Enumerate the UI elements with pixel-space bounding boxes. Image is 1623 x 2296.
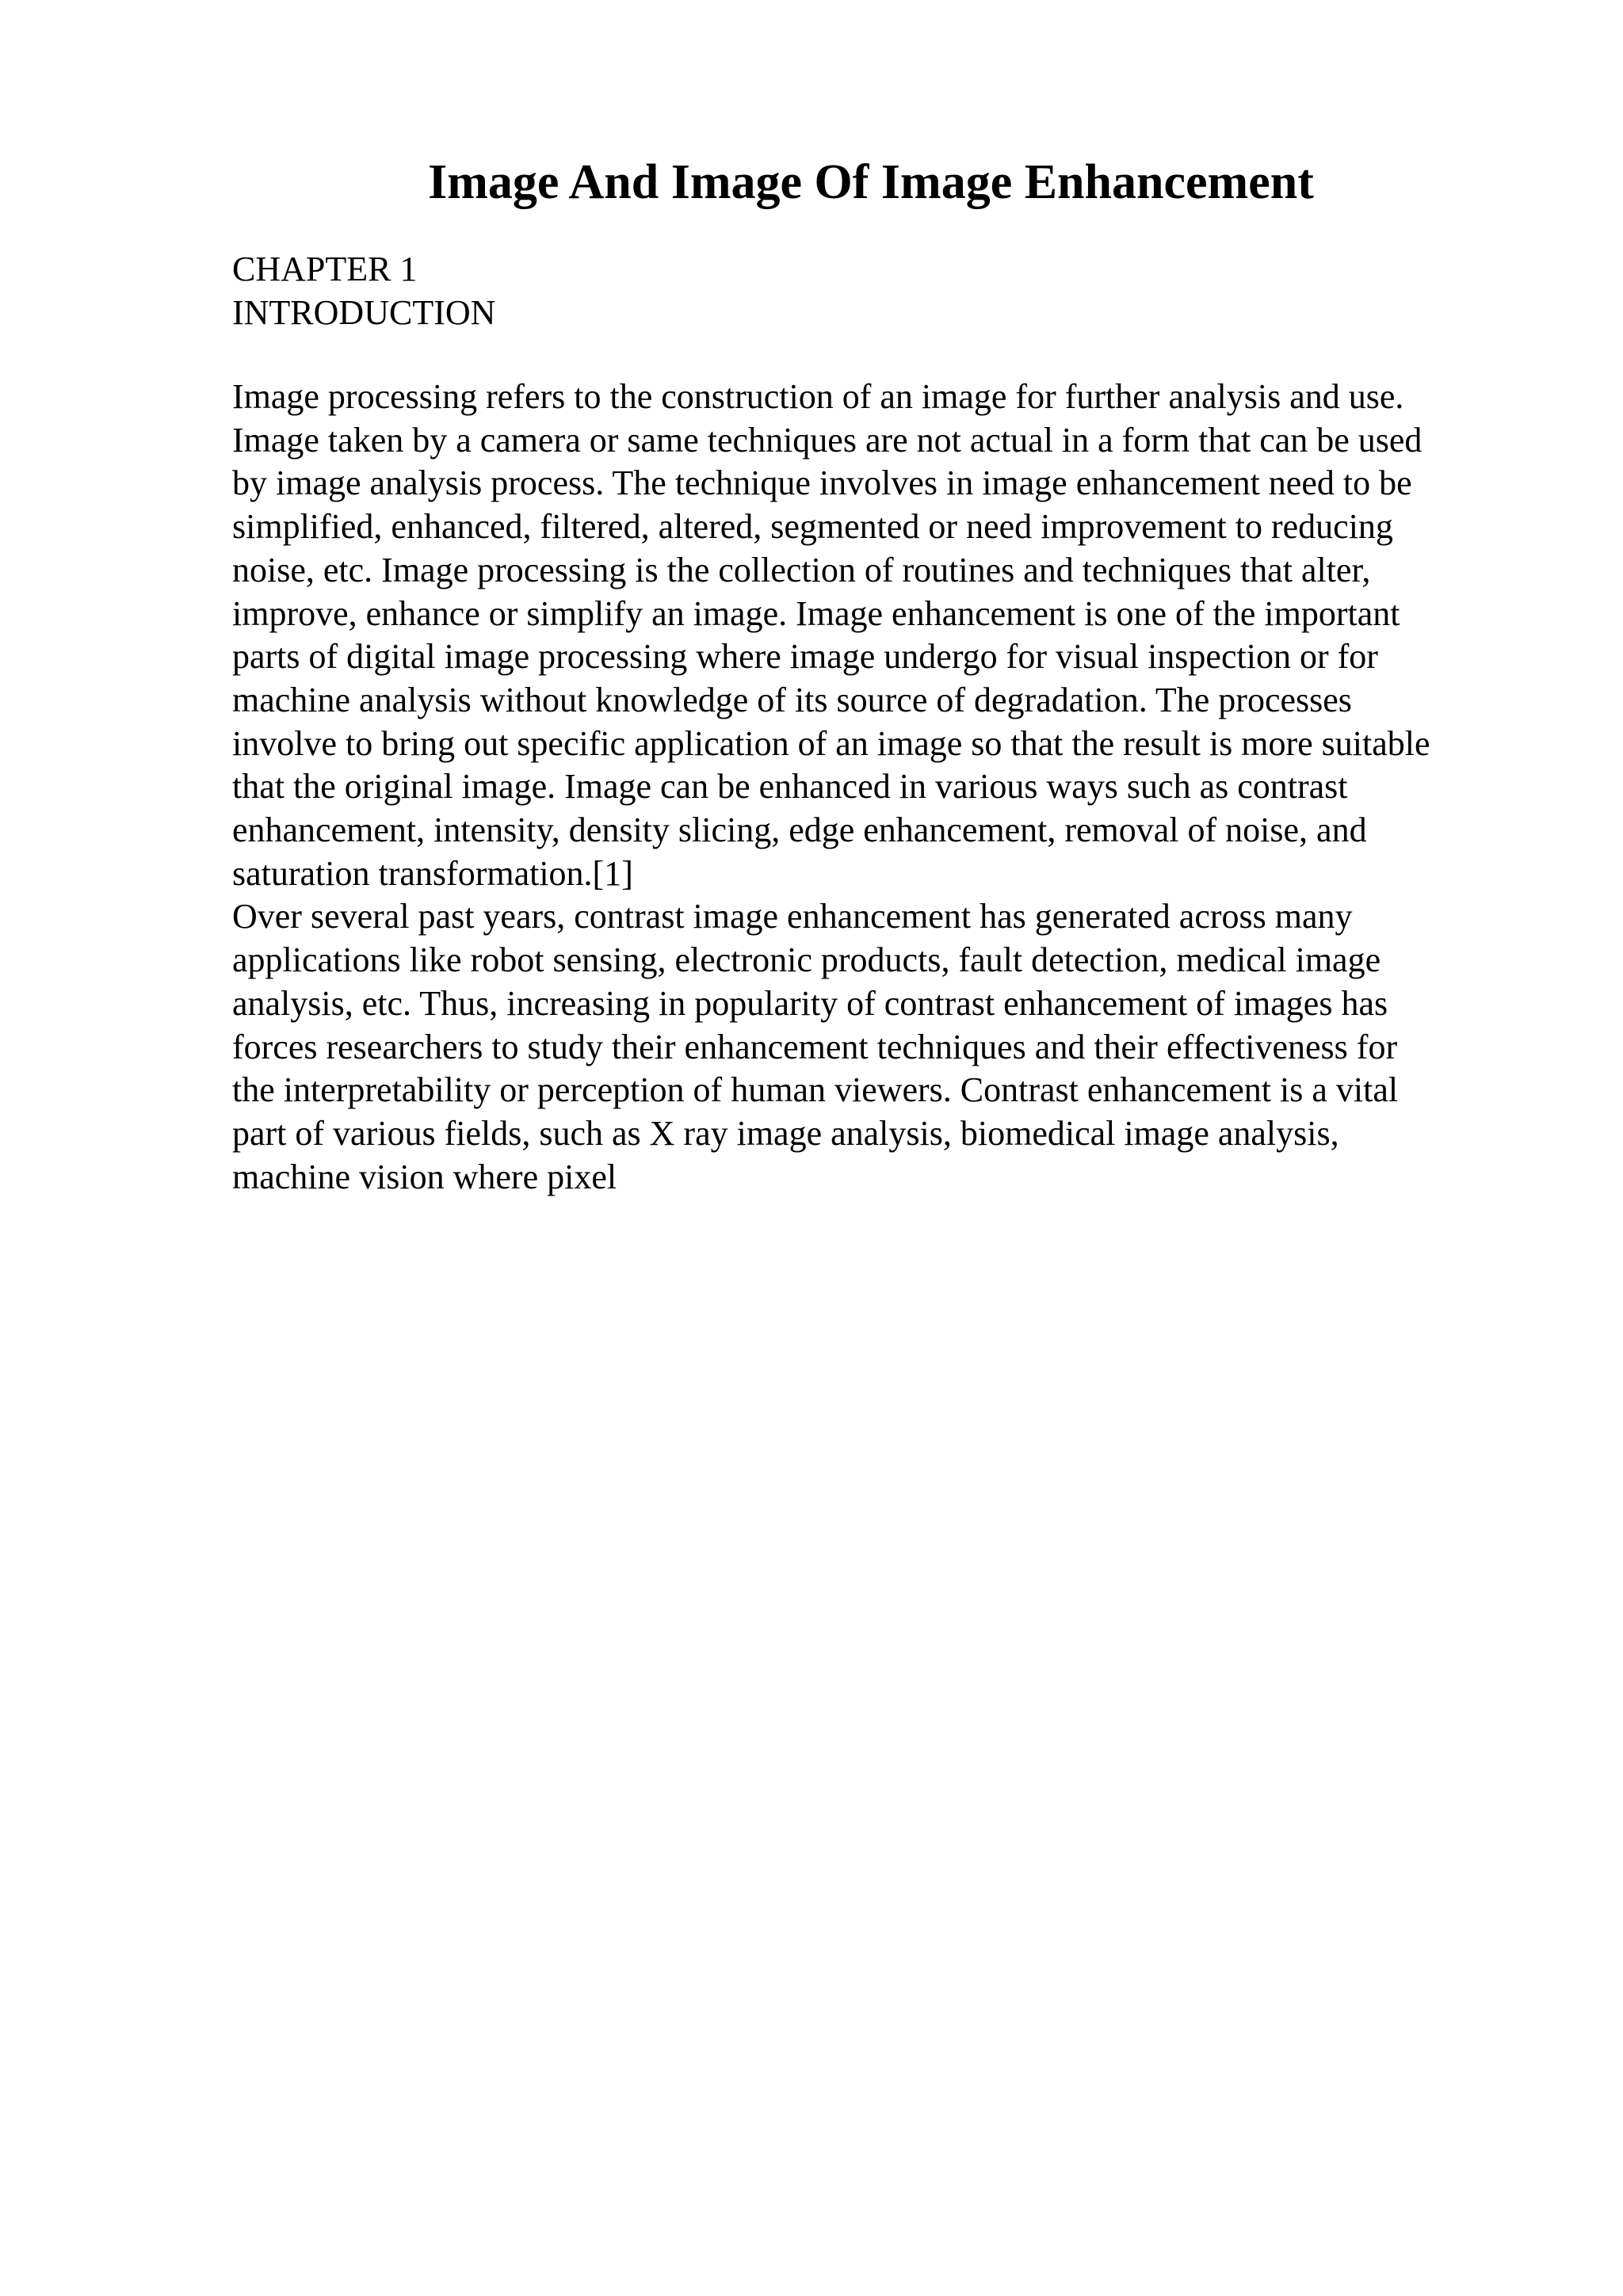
text-line: Image processing refers to the construction of an image for further analysis and use. (232, 377, 1404, 416)
text-line: analysis, etc. Thus, increasing in popularity of contrast enhancement of images has (232, 983, 1388, 1023)
section-heading: INTRODUCTION (232, 293, 496, 332)
chapter-label: CHAPTER 1 (232, 250, 418, 288)
body-text (232, 376, 1516, 1199)
text-line: machine vision where pixel (232, 1157, 617, 1196)
text-line: part of various fields, such as X ray image analysis, biomedical image analysis, (232, 1113, 1339, 1153)
text-line: the interpretability or perception of human viewers. Contrast enhancement is a vital (232, 1070, 1399, 1110)
text-line: saturation transformation.[1] (232, 853, 633, 893)
text-line: machine analysis without knowledge of its source of degradation. The processes (232, 680, 1352, 719)
page-title: Image And Image Of Image Enhancement (428, 155, 1314, 209)
text-line: simplified, enhanced, filtered, altered, segmented or need improvement to reducing (232, 507, 1393, 547)
text-line: noise, etc. Image processing is the collection of routines and techniques that alter, (232, 550, 1371, 589)
text-line: that the original image. Image can be enhanced in various ways such as contrast (232, 767, 1348, 807)
text-line: involve to bring out specific application of an image so that the result is more suitable (232, 723, 1430, 763)
text-line: Over several past years, contrast image enhancement has generated across many (232, 897, 1353, 936)
chapter-heading (232, 247, 1516, 334)
text-line: parts of digital image processing where image undergo for visual inspection or for (232, 637, 1378, 677)
text-line: improve, enhance or simplify an image. Image enhancement is one of the important (232, 593, 1400, 633)
text-line: applications like robot sensing, electronic products, fault detection, medical image (232, 940, 1381, 980)
text-line: enhancement, intensity, density slicing, edge enhancement, removal of noise, and (232, 810, 1367, 850)
text-line: Image taken by a camera or same techniques are not actual in a form that can be used (232, 420, 1423, 460)
text-line: forces researchers to study their enhancement techniques and their effectiveness for (232, 1027, 1398, 1066)
text-line: by image analysis process. The technique involves in image enhancement need to be (232, 463, 1412, 503)
